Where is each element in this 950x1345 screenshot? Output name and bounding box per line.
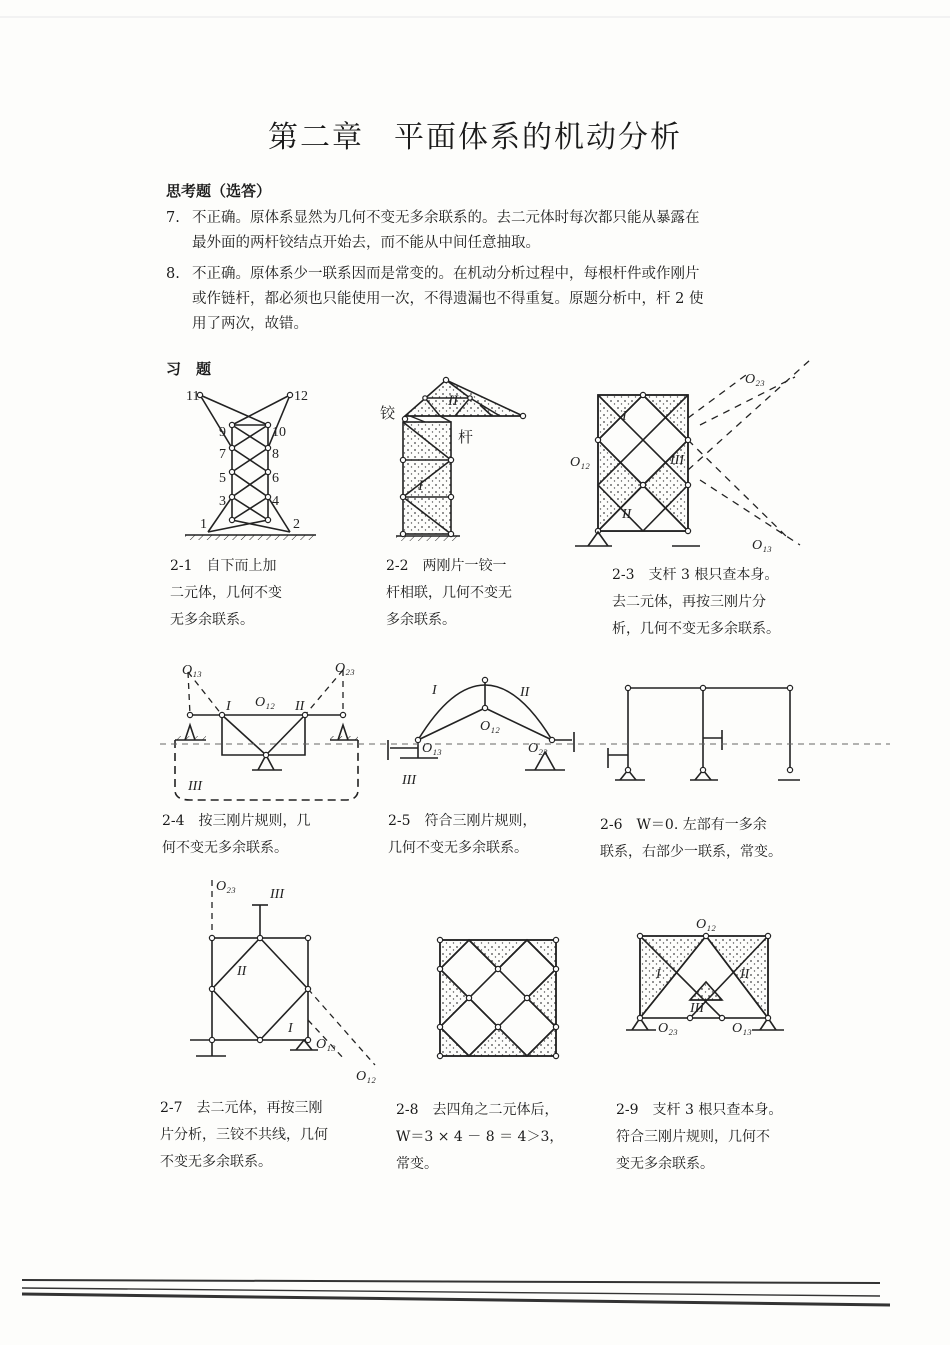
roman-label: I <box>432 683 437 698</box>
node-label: 7 <box>219 447 226 462</box>
figure-2-8 <box>437 937 558 1058</box>
roman-label: I <box>288 1021 293 1036</box>
pole-label: O₁₂ <box>356 1069 376 1084</box>
caption-line: 杆相联，几何不变无 <box>386 585 512 601</box>
answer-number: 8. <box>166 266 180 282</box>
roman-label: II <box>295 699 305 714</box>
figure-2-5 <box>388 677 574 788</box>
caption-line: 符合三刚片规则，几何不 <box>616 1129 770 1145</box>
section-think-heading: 思考题（选答） <box>166 182 272 200</box>
answer-line: 不正确。原体系显然为几何不变无多余联系的。去二元体时每次都只能从暴露在 <box>192 210 700 226</box>
node-label: 11 <box>186 389 200 404</box>
roman-label: III <box>670 453 684 468</box>
roman-label: II <box>520 685 530 700</box>
node-label: 1 <box>200 517 207 532</box>
caption-line: 2-3 支杆 3 根只查本身。 <box>612 567 779 583</box>
figure-2-4 <box>175 661 358 800</box>
roman-label: II <box>622 507 632 522</box>
caption-line: 常变。 <box>396 1156 438 1172</box>
caption-line: 何不变无多余联系。 <box>162 840 288 856</box>
node-label: 8 <box>272 447 279 462</box>
roman-label: III <box>402 773 416 788</box>
roman-label: II <box>740 967 750 982</box>
pole-label: O₁₃ <box>316 1037 336 1052</box>
caption-line: 几何不变无多余联系。 <box>388 840 528 856</box>
pole-label: O₂₃ <box>528 741 548 756</box>
pole-label: O₁₃ <box>422 741 442 756</box>
caption-line: 2-5 符合三刚片规则， <box>388 813 537 829</box>
caption-line: 2-8 去四角之二元体后， <box>396 1102 559 1118</box>
pole-label: O₁₃ <box>752 538 772 553</box>
caption-line: 联系，右部少一联系，常变。 <box>600 844 782 860</box>
pole-label: O₁₃ <box>182 663 202 678</box>
roman-label: II <box>448 393 458 409</box>
pole-label: O₁₂ <box>696 917 716 932</box>
caption-line: 2-4 按三刚片规则，几 <box>162 813 311 829</box>
caption-line: 二元体，几何不变 <box>170 585 282 601</box>
pole-label: O₁₃ <box>732 1021 752 1036</box>
node-label: 4 <box>272 494 279 509</box>
chapter-number: 第二章 <box>268 120 364 155</box>
figure-2-6 <box>608 685 800 780</box>
answer-line: 最外面的两杆铰结点开始去，而不能从中间任意抽取。 <box>192 235 540 251</box>
pole-label: O₁₂ <box>480 719 500 734</box>
pole-label: O₁₂ <box>570 455 590 470</box>
node-label: 12 <box>294 389 308 404</box>
roman-label: I <box>656 967 661 982</box>
roman-label: II <box>237 964 247 979</box>
figure-2-9 <box>626 917 784 1036</box>
answer-number: 7. <box>166 210 180 226</box>
caption-line: 多余联系。 <box>386 612 456 628</box>
caption-line: 去二元体，再按三刚片分 <box>612 594 766 610</box>
node-label: 5 <box>219 471 226 486</box>
pole-label: O₁₂ <box>255 695 275 710</box>
pole-label: O₂₃ <box>216 879 236 894</box>
figure-2-3 <box>570 360 810 553</box>
pole-label: O₂₃ <box>335 661 355 676</box>
pole-label: O₂₃ <box>745 372 765 387</box>
hinge-label: 铰 <box>380 406 396 422</box>
caption-line: 2-6 W＝0. 左部有一多余 <box>600 817 767 833</box>
roman-label: I <box>226 699 231 714</box>
section-exercise-heading: 习 题 <box>166 360 212 378</box>
answer-line: 或作链杆，都必须也只能使用一次，不得遗漏也不得重复。原题分析中，杆 2 使 <box>192 291 704 307</box>
figure-2-7 <box>190 879 376 1084</box>
caption-line: 片分析，三铰不共线，几何 <box>160 1127 328 1143</box>
roman-label: III <box>270 887 284 902</box>
roman-label: III <box>690 1001 704 1016</box>
node-label: 6 <box>272 471 279 486</box>
answer-line: 不正确。原体系少一联系因而是常变的。在机动分析过程中，每根杆件或作刚片 <box>192 266 700 282</box>
pole-label: O₂₃ <box>658 1021 678 1036</box>
chapter-name: 平面体系的机动分析 <box>394 120 682 155</box>
caption-line: 2-1 自下而上加 <box>170 558 277 574</box>
node-label: 3 <box>219 494 226 509</box>
caption-line: 变无多余联系。 <box>616 1156 714 1172</box>
bar-label: 杆 <box>458 430 474 446</box>
caption-line: 2-9 支杆 3 根只查本身。 <box>616 1102 783 1118</box>
roman-label: III <box>188 779 202 794</box>
bottom-rules <box>22 1280 890 1305</box>
caption-line: 2-2 两刚片一铰一 <box>386 558 507 574</box>
roman-label: I <box>622 409 627 424</box>
figure-2-1 <box>185 389 316 540</box>
node-label: 10 <box>272 425 286 440</box>
node-label: 9 <box>219 425 226 440</box>
caption-line: 无多余联系。 <box>170 612 254 628</box>
node-label: 2 <box>293 517 300 532</box>
roman-label: I <box>418 478 423 494</box>
caption-line: 析，几何不变无多余联系。 <box>612 621 780 637</box>
answer-line: 用了两次，故错。 <box>192 316 308 332</box>
caption-line: 2-7 去二元体，再按三刚 <box>160 1100 323 1116</box>
figure-2-2 <box>380 377 526 541</box>
caption-line: W＝3 × 4 － 8 ＝ 4＞3， <box>396 1129 564 1145</box>
caption-line: 不变无多余联系。 <box>160 1154 272 1170</box>
